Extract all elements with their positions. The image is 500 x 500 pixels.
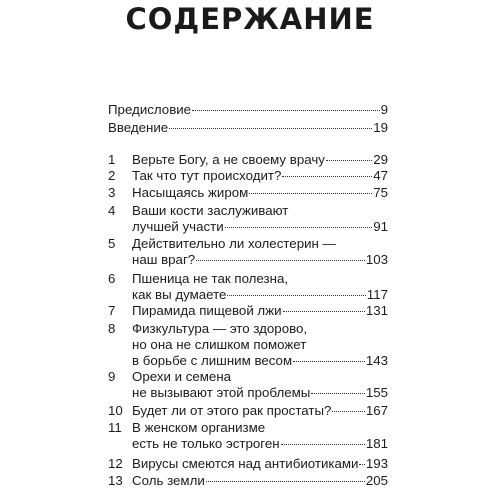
chapter-title: Верьте Богу, а не своему врачу [132, 152, 325, 167]
toc-entry [108, 369, 388, 401]
chapter-number: 8 [108, 321, 116, 336]
chapter-title: Так что тут происходит? [132, 168, 282, 183]
page-number: 155 [365, 385, 388, 400]
chapter-title: не вызывают этой проблемы [132, 385, 311, 400]
chapter-number: 9 [108, 369, 116, 384]
page-number: 193 [365, 456, 388, 471]
toc-entry [108, 321, 388, 369]
chapter-title: В женском организме [132, 420, 266, 435]
chapter-title: Ваши кости заслуживают [132, 203, 289, 218]
page-number: 143 [365, 353, 388, 368]
page-number: 103 [365, 252, 388, 267]
toc-entry [108, 120, 388, 136]
chapter-title: в борьбе с лишним весом [132, 353, 293, 368]
dot-leader [311, 391, 365, 394]
dot-leader [359, 462, 364, 465]
chapter-number: 7 [108, 303, 116, 318]
chapter-number: 6 [108, 271, 116, 286]
toc-entry [108, 168, 388, 184]
page-number: 205 [365, 473, 388, 488]
toc-entry [108, 271, 388, 303]
chapter-title: есть не только эстроген [132, 436, 280, 451]
chapter-number: 1 [108, 152, 116, 167]
dot-leader [196, 258, 365, 261]
chapter-number: 3 [108, 185, 116, 200]
page-number: 167 [365, 403, 388, 418]
chapter-number: 4 [108, 203, 116, 218]
toc-entry [108, 303, 388, 319]
toc-entry [108, 152, 388, 168]
dot-leader [192, 108, 380, 111]
chapter-title: но она не слишком поможет [132, 337, 307, 352]
chapter-title: Предисловие [108, 102, 192, 117]
page-number: 91 [373, 219, 388, 234]
chapter-number: 12 [108, 456, 123, 471]
chapter-title: Пирамида пищевой лжи [132, 303, 282, 318]
chapter-title: Будет ли от этого рак простаты? [132, 403, 332, 418]
page-number: 75 [373, 185, 388, 200]
chapter-title: наш враг? [132, 252, 196, 267]
toc-entry [108, 473, 388, 489]
chapter-title: Физкультура — это здорово, [132, 321, 308, 336]
chapter-number: 11 [108, 420, 122, 435]
chapter-title: Действительно ли холестерин — [132, 236, 336, 251]
page-number: 181 [365, 436, 388, 451]
chapter-title: Пшеница не так полезна, [132, 271, 289, 286]
dot-leader [169, 126, 372, 129]
dot-leader [332, 409, 364, 412]
dot-leader [326, 158, 372, 161]
chapter-number: 13 [108, 473, 123, 488]
dot-leader [206, 479, 365, 482]
chapter-number: 10 [108, 403, 123, 418]
chapter-title: как вы думаете [132, 287, 227, 302]
page-number: 19 [373, 120, 388, 135]
chapter-number: 5 [108, 236, 116, 251]
page-number: 47 [373, 168, 388, 183]
toc-entry [108, 456, 388, 472]
page-number: 9 [380, 102, 388, 117]
chapter-title: Введение [108, 120, 169, 135]
toc-entry [108, 203, 388, 235]
toc-entry [108, 403, 388, 419]
dot-leader [249, 191, 372, 194]
dot-leader [281, 442, 365, 445]
chapter-title: лучшей участи [132, 219, 224, 234]
dot-leader [225, 225, 373, 228]
page-number: 131 [365, 303, 388, 318]
page-title: СОДЕРЖАНИЕ [125, 2, 375, 36]
chapter-title: Насыщаясь жиром [132, 185, 249, 200]
dot-leader [293, 359, 365, 362]
chapter-title: Вирусы смеются над антибиотиками [132, 456, 359, 471]
chapter-title: Соль земли [132, 473, 205, 488]
dot-leader [227, 293, 365, 296]
chapter-number: 2 [108, 168, 116, 183]
page-number: 117 [366, 287, 388, 302]
chapter-title: Орехи и семена [132, 369, 232, 384]
dot-leader [282, 174, 372, 177]
page-number: 29 [373, 152, 388, 167]
toc-entry [108, 185, 388, 201]
toc-entry [108, 102, 388, 118]
toc-entry [108, 420, 388, 452]
toc-entry [108, 236, 388, 268]
dot-leader [283, 309, 365, 312]
